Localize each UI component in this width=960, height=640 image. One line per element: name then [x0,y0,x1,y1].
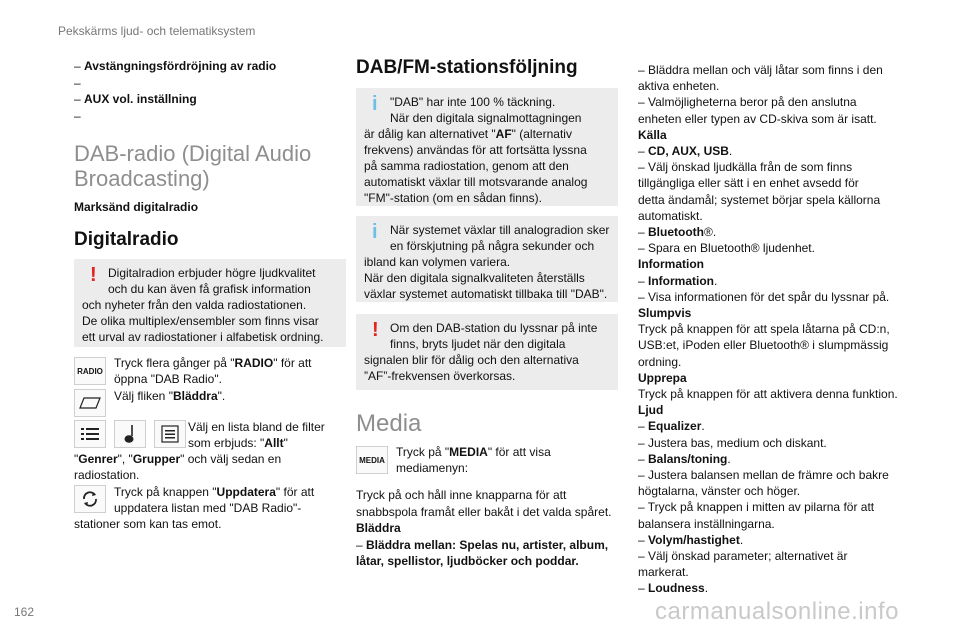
text-run: " [74,452,79,466]
update-icon [74,485,106,513]
bold-run: Ljud [638,403,664,418]
text-run: Tryck flera gånger på " [114,356,235,370]
text-run: . [739,532,744,547]
text-run: – [638,144,649,158]
text-line [638,127,667,143]
text-line [638,499,874,515]
text-line: och nyheter från den valda radiostationen. [82,298,307,312]
text-run: Välj fliken " [114,389,173,403]
text-run: – Välj önskad ljudkälla från de som finns [638,160,853,175]
bold-run: Källa [638,127,667,142]
bold-run: Equalizer [648,419,702,434]
bold-run: Information [638,257,704,272]
dab-title-line-1: DAB-radio (Digital Audio [74,141,312,166]
text-line [188,435,288,451]
text-run: Tryck på " [396,445,450,459]
text-line: finns, bryts ljudet när den digitala [390,337,566,351]
text-run: – Justera bas, medium och diskant. [638,435,827,450]
bold-run: Slumpvis [638,306,692,320]
text-line [356,553,579,569]
dash: – [74,75,81,90]
bold-run: Loudness [648,581,705,596]
radio-icon-label: RADIO [77,366,103,376]
text-run: frekvens) användas för att fortsätta lyssna [364,143,587,157]
page-header: Pekskärms ljud- och telematiksystem [58,24,256,38]
bold-run: Grupper [132,452,181,466]
digitalradio-heading: Digitalradio [74,229,179,250]
text-run: " för att visa [487,445,551,459]
text-line [638,273,717,289]
list-icon [74,420,106,448]
bold-run: AUX vol. inställning [84,92,197,106]
text-line [638,111,877,127]
text-run: högtalarna, vänster och höger. [638,484,801,499]
text-run: USB:et, iPoden eller Bluetooth® i slumpmässig [638,338,889,353]
bold-run: CD, AUX, USB [648,144,729,158]
text-line [114,388,225,404]
info-box-1 [356,88,618,206]
text-run: ". [217,389,226,403]
text-line [638,354,681,370]
text-line [638,532,743,548]
text-run: När den digitala signalmottagningen [390,111,582,125]
text-line: När den digitala signalkvaliteten återställs [364,271,585,285]
text-run: – Tryck på knappen i mitten av pilarna för att [638,500,875,515]
text-line [396,444,551,460]
text-run: aktiva enheten. [638,79,720,94]
text-run: " (alternativ [511,127,572,141]
media-icon-label: MEDIA [359,455,385,465]
text-line: och du kan även få grafisk information [108,282,311,296]
text-line [638,62,883,78]
dash: – [74,108,81,123]
text-run: balansera inställningarna. [638,516,775,531]
text-run: . [714,273,718,288]
text-line [114,500,301,516]
text-line [638,208,703,224]
bold-run: Bläddra mellan: Spelas nu, artister, album, [366,537,609,552]
text-line [390,94,555,110]
exclamation-icon: ! [90,264,97,286]
bold-run: Information [648,273,715,288]
guitar-icon [114,420,146,448]
bold-run: Genrer [78,452,118,466]
text-run: " för att [275,485,315,499]
text-run: " [283,436,288,450]
text-run: Tryck på knappen " [114,485,217,499]
text-line [364,190,542,206]
text-run: på samma radiostation, genom att den [364,159,569,173]
text-line [74,91,197,107]
group-list-icon [154,420,186,448]
text-run: – [638,419,649,434]
text-line [638,256,704,272]
media-button-icon [356,446,388,474]
text-run: tillgängliga eller sätt i en enhet avsedd för [638,176,859,191]
text-run: – Välj önskad parameter; alternativet är [638,549,848,563]
text-run: markerat. [638,565,689,580]
bold-run: AF [495,127,512,141]
text-line [638,192,880,208]
text-line [356,520,401,536]
dab-title-line-2: Broadcasting) [74,166,210,191]
info-icon: i [372,221,378,243]
text-run: – [638,273,649,288]
subtitle: Marksänd digitalradio [74,200,199,214]
text-run: " för att [273,356,312,370]
text-run: mediamenyn: [396,461,469,475]
text-run: stationer som kan tas emot. [74,517,222,531]
dash: – [74,59,85,73]
text-line [74,516,221,532]
text-line [74,467,139,483]
text-line: signalen blir för dålig och den alternativa [364,353,579,367]
text-line [74,58,276,74]
text-line [638,240,815,256]
text-line: växlar systemet automatiskt tillbaka till "DAB". [364,287,608,301]
text-line [638,435,827,451]
text-run: . [704,581,709,596]
text-line [638,289,889,305]
text-line [356,504,611,520]
text-run: öppna "DAB Radio". [114,372,222,386]
page-number: 162 [14,605,35,619]
text-line [638,175,859,191]
browse-tab-icon [74,389,106,417]
text-line: Digitalradion erbjuder högre ljudkvalitet [108,266,316,280]
text-run: – Justera balansen mellan de främre och bakre [638,468,889,482]
text-run: "DAB" har inte 100 % täckning. [390,95,556,109]
dab-fm-heading: DAB/FM-stationsföljning [356,57,578,78]
warning-box [74,259,346,347]
text-line [638,78,719,94]
text-run: – [638,581,649,596]
text-run: ", " [117,452,133,466]
text-line [638,402,663,418]
text-line [638,451,731,467]
text-line [638,548,847,564]
info-box-2 [356,216,618,302]
text-line: ibland kan volymen variera. [364,255,511,269]
text-line: När systemet växlar till analogradion sker [390,223,610,237]
exclamation-icon: ! [372,319,379,341]
text-line: De olika multiplex/ensembler som finns visar [82,314,319,328]
text-run: detta ändamål; systemet börjar spela källorna [638,192,881,207]
text-line [74,75,81,91]
info-icon: i [372,93,378,115]
text-line [638,94,857,110]
bold-run: Bluetooth [648,225,705,239]
text-line [114,355,312,371]
text-run: . [727,451,731,466]
text-line [638,564,689,580]
text-line [638,580,708,596]
text-run: " och välj sedan en [180,452,282,466]
text-run: snabbspola framåt eller bakåt i det valda spåret. [356,504,612,519]
text-run: . [701,419,705,434]
bold-run: MEDIA [449,445,488,459]
text-line [390,110,581,126]
text-line: en förskjutning på några sekunder och [390,239,595,253]
text-line [364,158,569,174]
text-line: ”AF”-frekvensen överkorsas. [364,369,516,383]
bold-run: låtar, spellistor, ljudböcker och poddar. [356,554,579,568]
bold-run: Bläddra [172,389,218,403]
text-line [638,305,691,321]
text-run: ®. [704,225,717,239]
text-line [638,143,732,159]
text-line [114,371,222,387]
bold-run: Bläddra [356,521,401,535]
text-run: är dålig kan alternativet " [364,127,496,141]
text-line [638,467,889,483]
text-run: Tryck på och håll inne knapparna för att [356,488,567,502]
text-run: Tryck på knappen för att spela låtarna på CD:n, [638,322,890,337]
text-run: – Valmöjligheterna beror på den anslutna [638,95,857,110]
warning-box-2 [356,314,618,390]
text-line [638,483,800,499]
text-line [638,418,705,434]
bold-run: Volym/hastighet [648,532,740,547]
bold-run: Balans/toning [648,451,728,466]
text-line [638,386,898,402]
text-run: som erbjuds: " [188,436,265,450]
bold-run: RADIO [234,356,274,370]
text-line [638,370,687,386]
text-run: Välj en lista bland de filter [188,420,325,434]
watermark: carmanualsonline.info [655,598,899,625]
text-line [74,108,81,124]
text-line [188,419,325,435]
text-run: – Bläddra mellan och välj låtar som finns i den [638,63,883,77]
text-run: Tryck på knappen för att aktivera denna funktion. [638,387,898,401]
text-run: "FM"-station (om en sådan finns). [364,191,542,205]
text-line [364,142,587,158]
text-line [356,487,566,503]
text-run: – [638,451,649,466]
text-run: . [728,144,733,158]
bold-run: Upprepa [638,370,687,385]
text-line: ett urval av radiostationer i alfabetisk ordning. [82,330,324,344]
text-line [638,159,852,175]
bold-run: Allt [264,436,284,450]
text-run: ordning. [638,354,682,369]
text-run: – [638,532,649,547]
text-line: Om den DAB-station du lyssnar på inte [390,321,598,335]
text-line [396,460,468,476]
bold-run: Uppdatera [216,485,276,499]
text-line [638,516,775,532]
text-line [638,321,890,337]
text-run: – [638,225,649,239]
text-line [364,174,587,190]
text-run: – Spara en Bluetooth® ljudenhet. [638,241,815,256]
text-line [638,337,888,353]
text-line [74,451,281,467]
text-line [638,224,716,240]
text-run: radiostation. [74,468,140,482]
text-run: automatiskt växlar till motsvarande analog [364,175,588,189]
text-run: automatiskt. [638,208,703,223]
text-run: uppdatera listan med "DAB Radio"- [114,501,302,515]
text-run: – [356,537,367,552]
radio-button-icon [74,357,106,385]
text-line [114,484,314,500]
text-line [364,126,572,142]
text-run: enheten eller typen av CD-skiva som är isatt. [638,111,877,126]
bold-run: Avstängningsfördröjning av radio [84,59,277,73]
media-heading: Media [356,410,422,437]
dash: – [74,92,85,106]
text-line [356,537,608,553]
text-run: – Visa informationen för det spår du lyssnar på. [638,289,890,304]
